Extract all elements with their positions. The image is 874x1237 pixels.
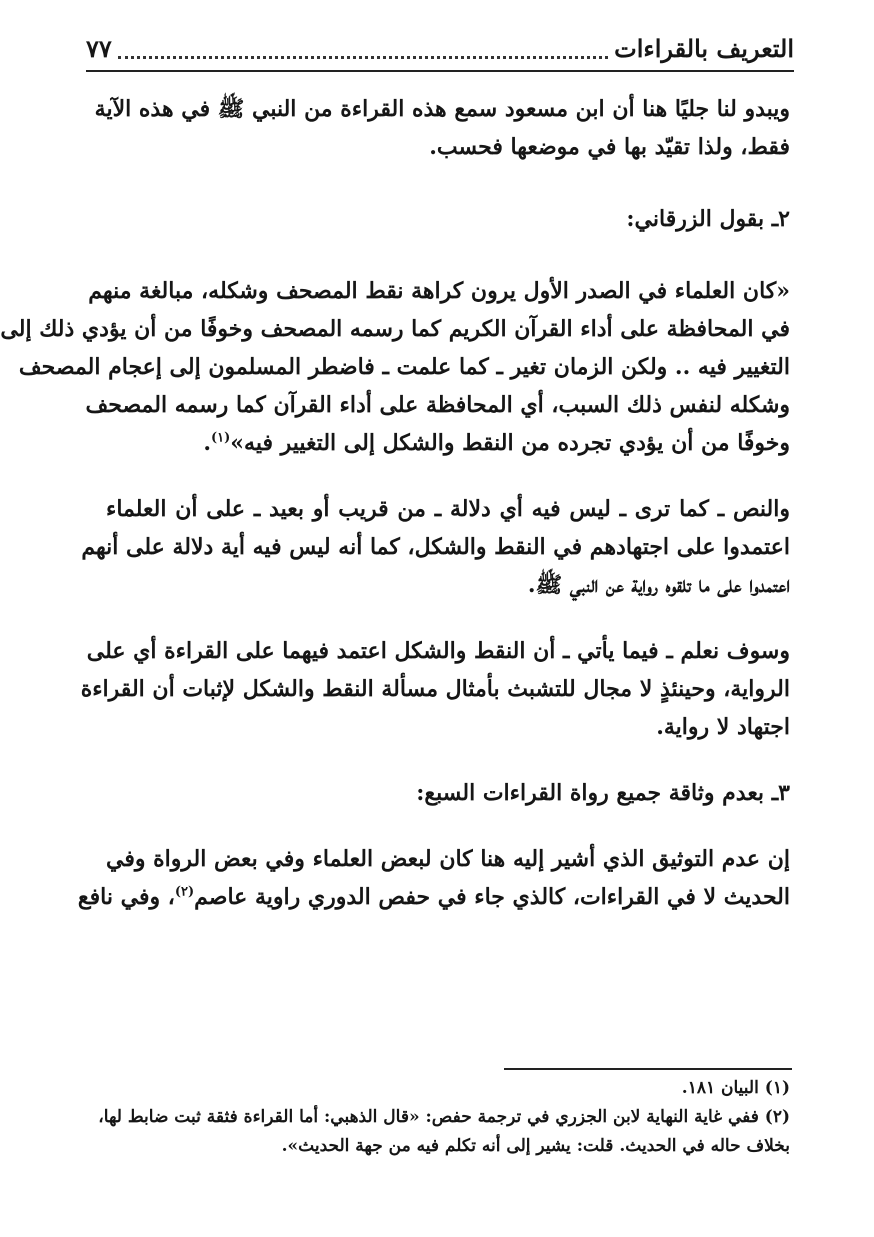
quote-line: في المحافظة على أداء القرآن الكريم كما رسمه المصحف وخوفًا من أن يؤدي ذلك إلى (0, 316, 790, 342)
quote-line: «كان العلماء في الصدر الأول يرون كراهة نقط المصحف وشكله، مبالغة منهم (88, 278, 790, 304)
text-line: اعتمدوا على ما تلقوه رواية عن النبي ﷺ. (527, 572, 790, 598)
page-number: ٧٧ (86, 33, 112, 63)
footnote-rule (504, 1068, 792, 1070)
section-heading: ٢ـ بقول الزرقاني: (626, 206, 790, 232)
header-title: التعريف بالقراءات (614, 33, 794, 63)
quote-line: وشكله لنفس ذلك السبب، أي المحافظة على أداء القرآن كما رسمه المصحف (85, 392, 790, 418)
text-line: وسوف نعلم ـ فيما يأتي ـ أن النقط والشكل اعتمد فيهما على القراءة أي على (86, 638, 790, 664)
header-rule (86, 70, 794, 72)
text-line (77, 878, 790, 916)
footnotes (98, 1074, 790, 1161)
footnote: (٢) ففي غاية النهاية لابن الجزري في ترجمة حفص: «قال الذهبي: أما القراءة فثقة ثبت ضابط لها، (98, 1107, 790, 1127)
text-line: اجتهاد لا رواية. (656, 714, 790, 740)
text-line: اعتمدوا على اجتهادهم في النقط والشكل، كما أنه ليس فيه أية دلالة على أنهم (81, 534, 790, 560)
footnote: (١) البيان ١٨١. (681, 1078, 790, 1098)
footnote-ref: (٢) (174, 884, 195, 900)
text-line: إن عدم التوثيق الذي أشير إليه هنا كان لبعض العلماء وفي بعض الرواة وفي (106, 846, 790, 872)
section-heading: ٣ـ بعدم وثاقة جميع رواة القراءات السبع: (416, 780, 790, 806)
header-dot-leader (118, 38, 608, 59)
footnote-ref: (١) (211, 430, 231, 446)
quote-line (106, 424, 790, 462)
text-line: فقط، ولذا تقيّد بها في موضعها فحسب. (429, 134, 790, 160)
quote-line-text: وخوفًا من أن يؤدي تجرده من النقط والشكل إلى التغيير فيه» (230, 430, 790, 456)
body-text (0, 90, 790, 916)
footnote: بخلاف حاله في الحديث. قلت: يشير إلى أنه تكلم فيه من جهة الحديث». (281, 1136, 790, 1156)
text-line-end: ، وفي نافع (77, 884, 175, 910)
text-line: ويبدو لنا جليًا هنا أن ابن مسعود سمع هذه القراءة من النبي ﷺ في هذه الآية (94, 96, 790, 122)
text-line: الرواية، وحينئذٍ لا مجال للتشبث بأمثال مسألة النقط والشكل لإثبات أن القراءة (80, 676, 790, 702)
text-line-text: الحديث لا في القراءات، كالذي جاء في حفص الدوري راوية عاصم (194, 884, 790, 910)
quote-line-end: . (203, 430, 211, 456)
text-line: والنص ـ كما ترى ـ ليس فيه أي دلالة ـ من قريب أو بعيد ـ على أن العلماء (106, 496, 790, 522)
running-header (86, 28, 794, 68)
quote-line: التغيير فيه .. ولكن الزمان تغير ـ كما علمت ـ فاضطر المسلمون إلى إعجام المصحف (18, 354, 790, 380)
